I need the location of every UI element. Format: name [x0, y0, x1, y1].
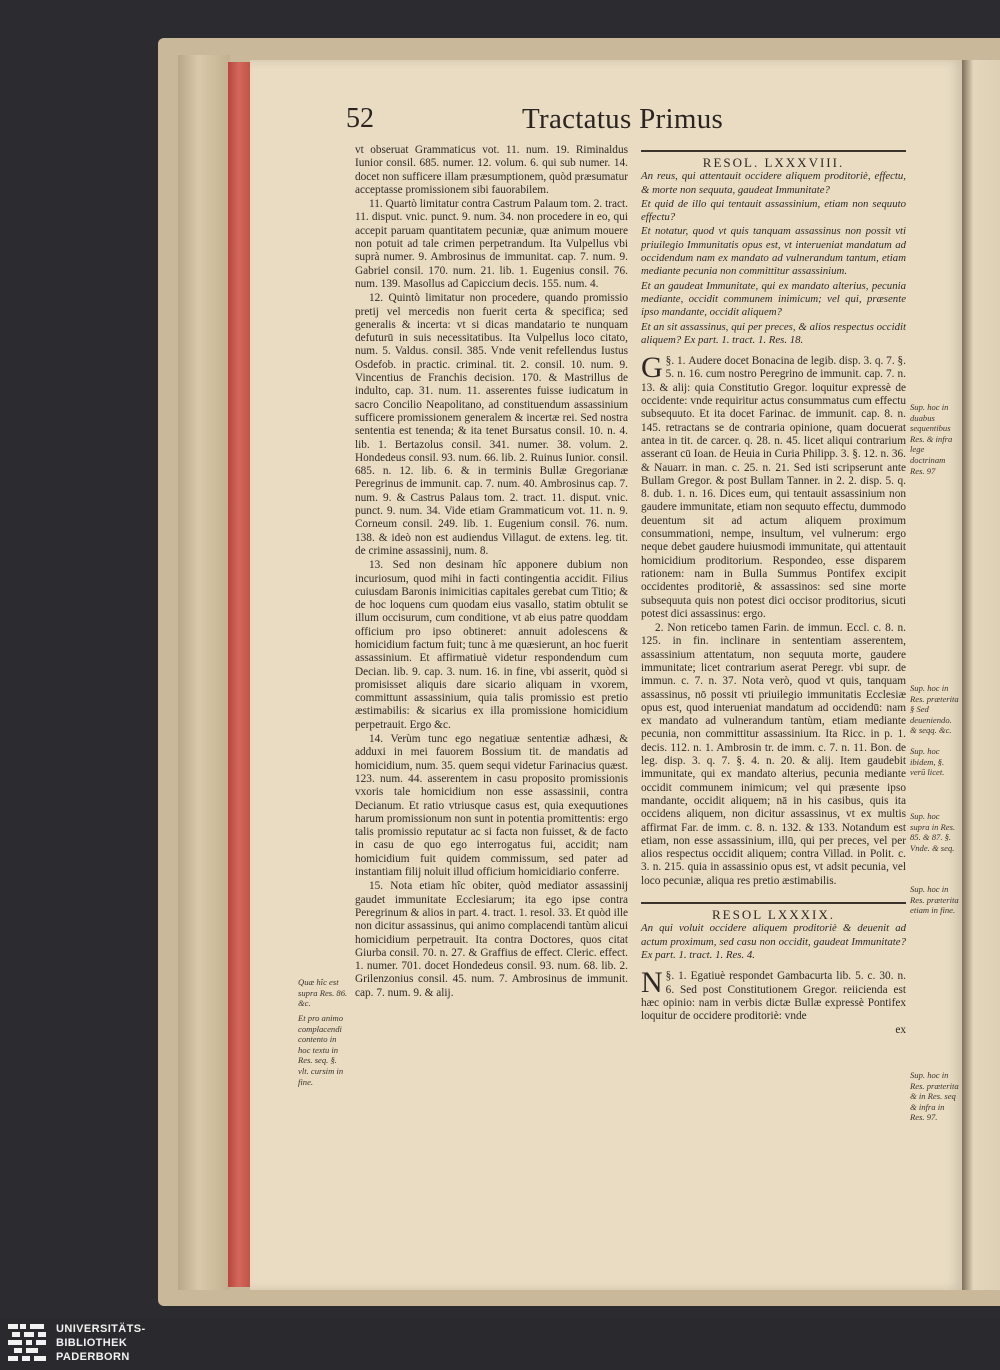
heading-rule	[641, 150, 906, 152]
margin-note: Sup. hoc in Res. præterita etiam in fine.	[910, 884, 959, 916]
drop-capital: N	[641, 966, 663, 1000]
paragraph: 11. Quartò limitatur contra Castrum Palaum tom. 2. tract. 11. disput. vnic. punct. 9. num. 34. non procedere in eo, qui accepit paruam quantitatem pecuniæ, quæ animum mouere non potuit ad tale crimen perpetrandum. Ita Vulpellus vbi suprà numer. 9. Ambrosinus de immunitat. cap. 7. num. 9. Gabriel consil. 170. num. 21. lib. 1. Eugenius consil. 76. num. 139. Masollus ad Capiccium decis. 155. num. 4.	[355, 198, 628, 290]
resolution-heading: RESOL. LXXXVIII.	[702, 155, 845, 170]
left-text-column	[355, 144, 628, 1001]
drop-capital: G	[641, 351, 663, 385]
facing-page-edge	[962, 60, 1000, 1290]
logo-line: UNIVERSITÄTS-	[56, 1323, 146, 1335]
paragraph: 2. Non reticebo tamen Farin. de immun. Eccl. c. 8. n. 125. in fin. inclinare in sententiam asserentem, assassinium attentatum, non sequuta morte, gaudere immunitate; licet contrarium aserat Peregr. vbi supr. de immun. c. 7. n. 37. Nota verò, quod vt quis, tanquam assassinus, nō possit vti priuilegio immunitatis Ecclesiæ opus est, quod interueniat mandatum ad occidendū: nam ex mandato ad vulnerandum tantùm, etiam mediante pecunia, non committitur assassinium. Ita Ricc. in p. 1. decis. 112. n. 1. Ambrosin tr. de imm. c. 7. n. 11. Bon. de leg. disp. 3. q. 7. §. 4. n. 20. & alij. Item gaudebit immunitate, qui ex mandato alterius, pecunia mediante occidit communem inimicum; vel qui præsente ipso mandante, occidit aliquem; nā in his casibus, quis ita occidens aliquem, non dicitur assassinus, vt ex multis affirmat Far. de imm. c. 8. n. 132. & 133. Notandum est etiam, non esse assassinium, illū, qui per preces, vel per alios respectus occidit aliquem; contra Villad. in Polit. c. 3. n. 215. quia in assassinio opus est, vt adsit pecunia, vel loco pecuniæ, aliqua res pretio æstimabilis.	[641, 622, 906, 887]
summary-line: Et notatur, quod vt quis tanquam assassinus non possit vti priuilegio Immunitatis opus est, vt interueniat mandatum ad occidendum nam ex mandato ad vulnerandum tantum, etiam mediante pecunia non committitur assassinium.	[641, 225, 906, 278]
summary-line: An reus, qui attentauit occidere aliquem proditoriè, effectu, & morte non sequuta, gaudeat Immunitate?	[641, 170, 906, 196]
running-title: Tractatus Primus	[522, 103, 724, 135]
logo-line: BIBLIOTHEK	[56, 1337, 128, 1349]
page-number: 52	[346, 103, 374, 134]
section-paragraph	[641, 966, 907, 1023]
resolution-heading: RESOL LXXXIX.	[711, 907, 835, 923]
library-logo-text	[56, 1322, 146, 1364]
section-paragraph	[641, 351, 906, 621]
margin-note: Sup. hoc supra in Res. 85. & 87. §. Vnde. & seq.	[910, 811, 956, 853]
library-logo-icon	[8, 1324, 50, 1364]
margin-note: Sup. hoc in Res. præterita & in Res. seq & infra in Res. 97.	[910, 1070, 959, 1123]
paragraph: vt obseruat Grammaticus vot. 11. num. 19. Riminaldus Iunior consil. 685. numer. 12. volum. 6. qui sub numer. 14. docet non sufficere illam præsumptionem, quòd præsumatur acceptasse promissionem sibi fauorabilem.	[355, 144, 628, 196]
margin-note: Sup. hoc in duabus sequentibus Res. & infra lege doctrinam Res. 97	[910, 402, 953, 476]
margin-note: Quæ hîc est supra Res. 86. &c.	[298, 977, 348, 1009]
right-text-column	[641, 144, 906, 1039]
logo-line: PADERBORN	[56, 1351, 130, 1363]
paragraph: 12. Quintò limitatur non procedere, quando promissio pretij vel mercedis non fuerit certa & specifica; sed generalis & incerta: vt si dicas mandatario te nunquam defuturū in suis necessitatibus. Ita Vulpellus loco citato, num. 5. Valdus. consil. 385. Vnde venit refellendus Iustus Osdefob. in practic. criminal. tit. 2. consil. 10. num. 9. Vincentius de Franchis decision. 170. & Mastrillus de indulto, cap. 31. num. 11. asserentes fuisse iudicatum in sacro Concilio Neapolitano, ad constituendum assassinium sufficere promissionem generalem & incertæ rei. Sed nostra sententia est tenenda; & ita tenet Bursatus consil. 10. n. 4. lib. 1. Bertazolus consil. 341. numer. 38. volum. 2. Hondedeus consil. 93. num. 66. lib. 2. Ruinus Iunior. consil. 685. n. 12. lib. 6. & in terminis Bullæ Gregorianæ Peregrinus de immunit. cap. 7. num. 40. Ambrosinus cap. 7. num. 9. & Castrus Palaus tom. 2. tract. 11. disput. vnic. punct. 9. num. 34. Vide etiam Grammaticum vot. 11. n. 9. Corneum consil. 249. lib. 1. Eugenium consil. 76. num. 138. & ideò non est audiendus Villagut. de extens. leg. tit. de crimine assassinij, num. 8.	[355, 292, 628, 557]
margin-note: Et pro animo complacendi contento in hoc textu in Res. seq. §. vlt. cursim in fine.	[298, 1013, 344, 1087]
summary-line: Et an gaudeat Immunitate, qui ex mandato alterius, pecunia mediante, occidit communem inimicum; vel qui, præsente ipso mandante, occidit aliquem?	[641, 279, 906, 319]
summary-line: An qui voluit occidere aliquem proditoriè & deuenit ad actum proximum, sed casu non occidit, gaudeat Immunitate? Ex part. 1. tract. 1. Res. 4.	[641, 922, 906, 961]
section-text: Audere docet Bonacina de legib. disp. 3. q. 7. §. 5. n. 16. cum nostro Peregrino de immunit. cap. 7. n. 13. & alij: quia Constitutio Gregor. loquitur expressè de occidente: vnde requiritur actus consummatus cum effectu subsequuto. Et ita docet Farinac. de immunit. cap. 8. n. 145. retractans se de contraria opinione, quam docuerat antea in tit. de carcer. q. 28. n. 45. licet aliqui contrarium asserant cū Ioan. de Heuia in Curia Philipp. 3. §. 12. n. 36. & Nauarr. in man. c. 25. n. 21. Sed isti scripserunt ante Bullam Gregor. & post Bullam Tanner. in 2. 2. disp. 5. q. 8. dub. 1. n. 16. Dices eum, qui tentauit assassinium non gaudere immunitate, etiam non sequuto effectu, dummodo deuentum sit ad actum aliquem proximum consummationi, nempe, insultum, vel vulnerum: ergo neque debet gaudere huiusmodi immunitate, qui attentauit homicidium proditorium. Respondeo, esse disparem rationem: nam in Bulla Summus Pontifex excipit occidentes proditoriè, & assassinos: sed sine morte subsequuta quis non potest dici occisor proditorius, sicuti potest dici assassinus: ergo.	[641, 355, 906, 620]
summary-line: Et an sit assassinus, qui per preces, & alios respectus occidit aliquem? Ex part. 1. tract. 1. Res. 18.	[641, 320, 906, 346]
red-page-edges	[228, 62, 252, 1287]
heading-rule	[641, 902, 906, 904]
section-label: §. 1.	[665, 970, 687, 983]
margin-note: Sup. hoc in Res. præterita § Sed deueniendo. & seqq. &c.	[910, 683, 959, 736]
summary-line: Et quid de illo qui tentauit assassinium, etiam non sequuto effectu?	[641, 197, 906, 224]
section-text: Egatiuè respondet Gambacurta lib. 5. c. 30. n. 6. Sed post Constitutionem Gregor. reiicienda est hæc opinio: nam in verbis dictæ Bullæ expressè Pontifex loquitur de occidere proditoriè: vnde	[641, 970, 907, 1023]
paragraph: 14. Verùm tunc ego negatiuæ sententiæ adhæsi, & adduxi in mei fauorem Bossium tit. de mandatis ad homicidium, num. 35. quem sequi videtur Farinacius quæst. 123. num. 44. asserentem in casu proposito promissionis vxoris tale homicidium non esse assassinii, contra Decianum. Et ratio vtriusque casus est, quia exequutiones harum promissionum non sunt in potentia promittentis: ergo talis promissio reputatur ac si facta non fuisset, & de facto in casu de quo ego interrogatus fui, accidit; nam homicidium fuit quidem commissum, sed pater ad instantiam filij noluit illud officium homicidiario conferre.	[355, 733, 628, 879]
book-spine	[178, 55, 230, 1290]
library-footer	[0, 1318, 1000, 1370]
paragraph: 13. Sed non desinam hîc apponere dubium non incuriosum, quod mihi in facti contingentia accidit. Filius cuiusdam Baronis inimicitias capitales gerebat cum Titio; & de hoc loquens cum quodam eius vasallo, statim obtulit se illum occisurum, cum conditione, vt ab eius patre quoddam officium pro ipso obtineret: annuit adolescens & homicidium factum fuit; tunc à me quæsierunt, an hoc fuerit assassinium. Et affirmatiuè videtur respondendum cum Decian. lib. 9. cap. 3. num. 16. in fine, vbi asserit, quòd si promisisset aliquis dare sicario aliquam in vxorem, committunt assassinium, quia talis promissio est pretio æstimabilis: & sicarius ex illa promissione homicidium perpetrauit. Ergo &c.	[355, 559, 628, 731]
margin-note: Sup. hoc ibidem, §. verū licet.	[910, 746, 945, 778]
catchword: ex	[895, 1024, 906, 1037]
section-label: §. 1.	[665, 355, 686, 368]
paragraph: 15. Nota etiam hîc obiter, quòd mediator assassinij gaudet immunitate Ecclesiarum; ita ego ipse contra Peregrinum & alios in part. 4. tract. 1. resol. 33. Et quòd ille non dicitur assassinus, qui animo complacendi tantùm alicui homicidium perpetrauit. Ita contra Doctores, quos citat Giurba consil. 70. n. 27. & Graffius de effect. Cleric. effect. 1. numer. 701. docet Hondedeus consil. 93. num. 68. lib. 2. Grilenzonius consil. 45. num. 7. Ambrosinus de immunit. cap. 7. num. 9. & alij.	[355, 880, 628, 999]
